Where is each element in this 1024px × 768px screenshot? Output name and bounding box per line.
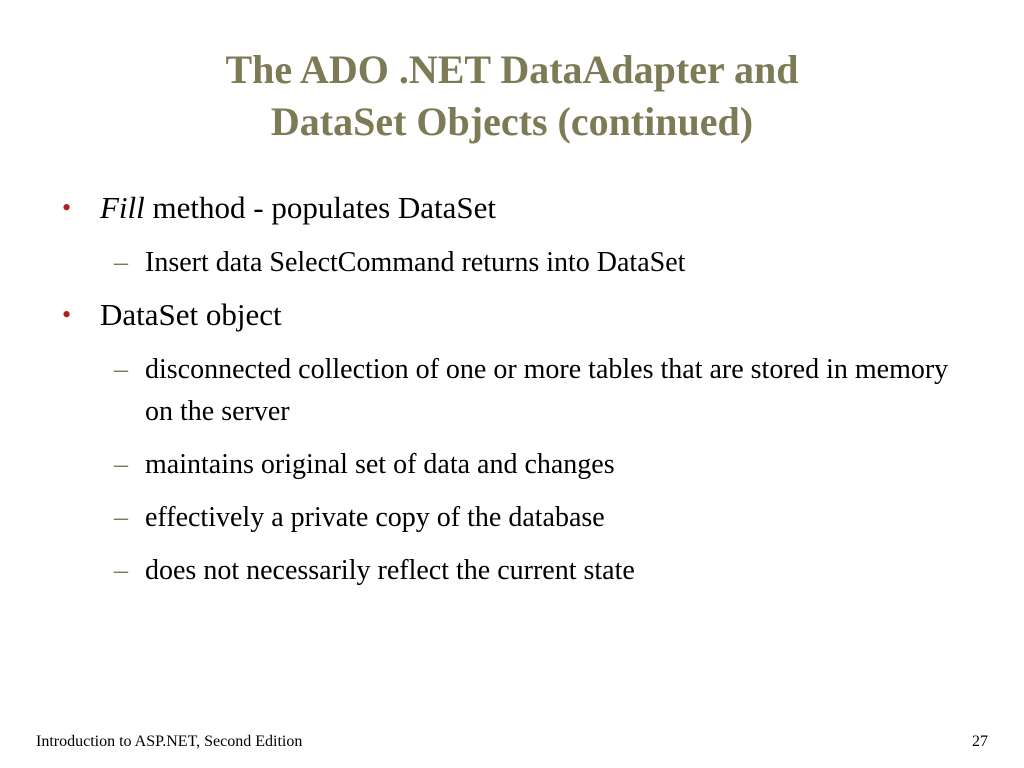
sub-bullet-marker: – xyxy=(114,247,128,278)
sub-bullet-marker: – xyxy=(114,555,128,586)
sub-bullet-text: Insert data SelectCommand returns into DataSet xyxy=(145,247,686,278)
sub-bullet-text: maintains original set of data and changes xyxy=(145,449,615,480)
sub-bullet xyxy=(114,444,962,486)
slide-title xyxy=(60,44,964,148)
slide-body xyxy=(62,188,962,603)
sub-bullet xyxy=(114,550,962,592)
sub-bullet-marker: – xyxy=(114,449,128,480)
sub-bullet-marker: – xyxy=(114,354,128,385)
footer-book-title: Introduction to ASP.NET, Second Edition xyxy=(36,733,303,750)
sub-bullet xyxy=(114,242,962,284)
sub-bullet-text: disconnected collection of one or more tables that are stored in memory on the server xyxy=(145,354,949,427)
sub-bullet-text: effectively a private copy of the database xyxy=(145,502,605,533)
page-number: 27 xyxy=(972,733,988,750)
bullet-dataset-object xyxy=(62,295,962,335)
bullet-text: DataSet object xyxy=(100,297,282,332)
bullet-text: method - populates DataSet xyxy=(144,190,497,225)
bullet-marker: • xyxy=(62,300,72,329)
slide-title-line-1: The ADO .NET DataAdapter and xyxy=(225,47,799,92)
bullet-fill-method xyxy=(62,188,962,228)
sub-bullet xyxy=(114,497,962,539)
slide-title-line-2: DataSet Objects (continued) xyxy=(270,99,754,144)
sub-bullet xyxy=(114,349,962,433)
bullet-italic-lead: Fill xyxy=(100,190,145,225)
bullet-marker: • xyxy=(62,193,72,222)
sub-bullet-text: does not necessarily reflect the current state xyxy=(145,555,635,586)
sub-bullet-marker: – xyxy=(114,502,128,533)
